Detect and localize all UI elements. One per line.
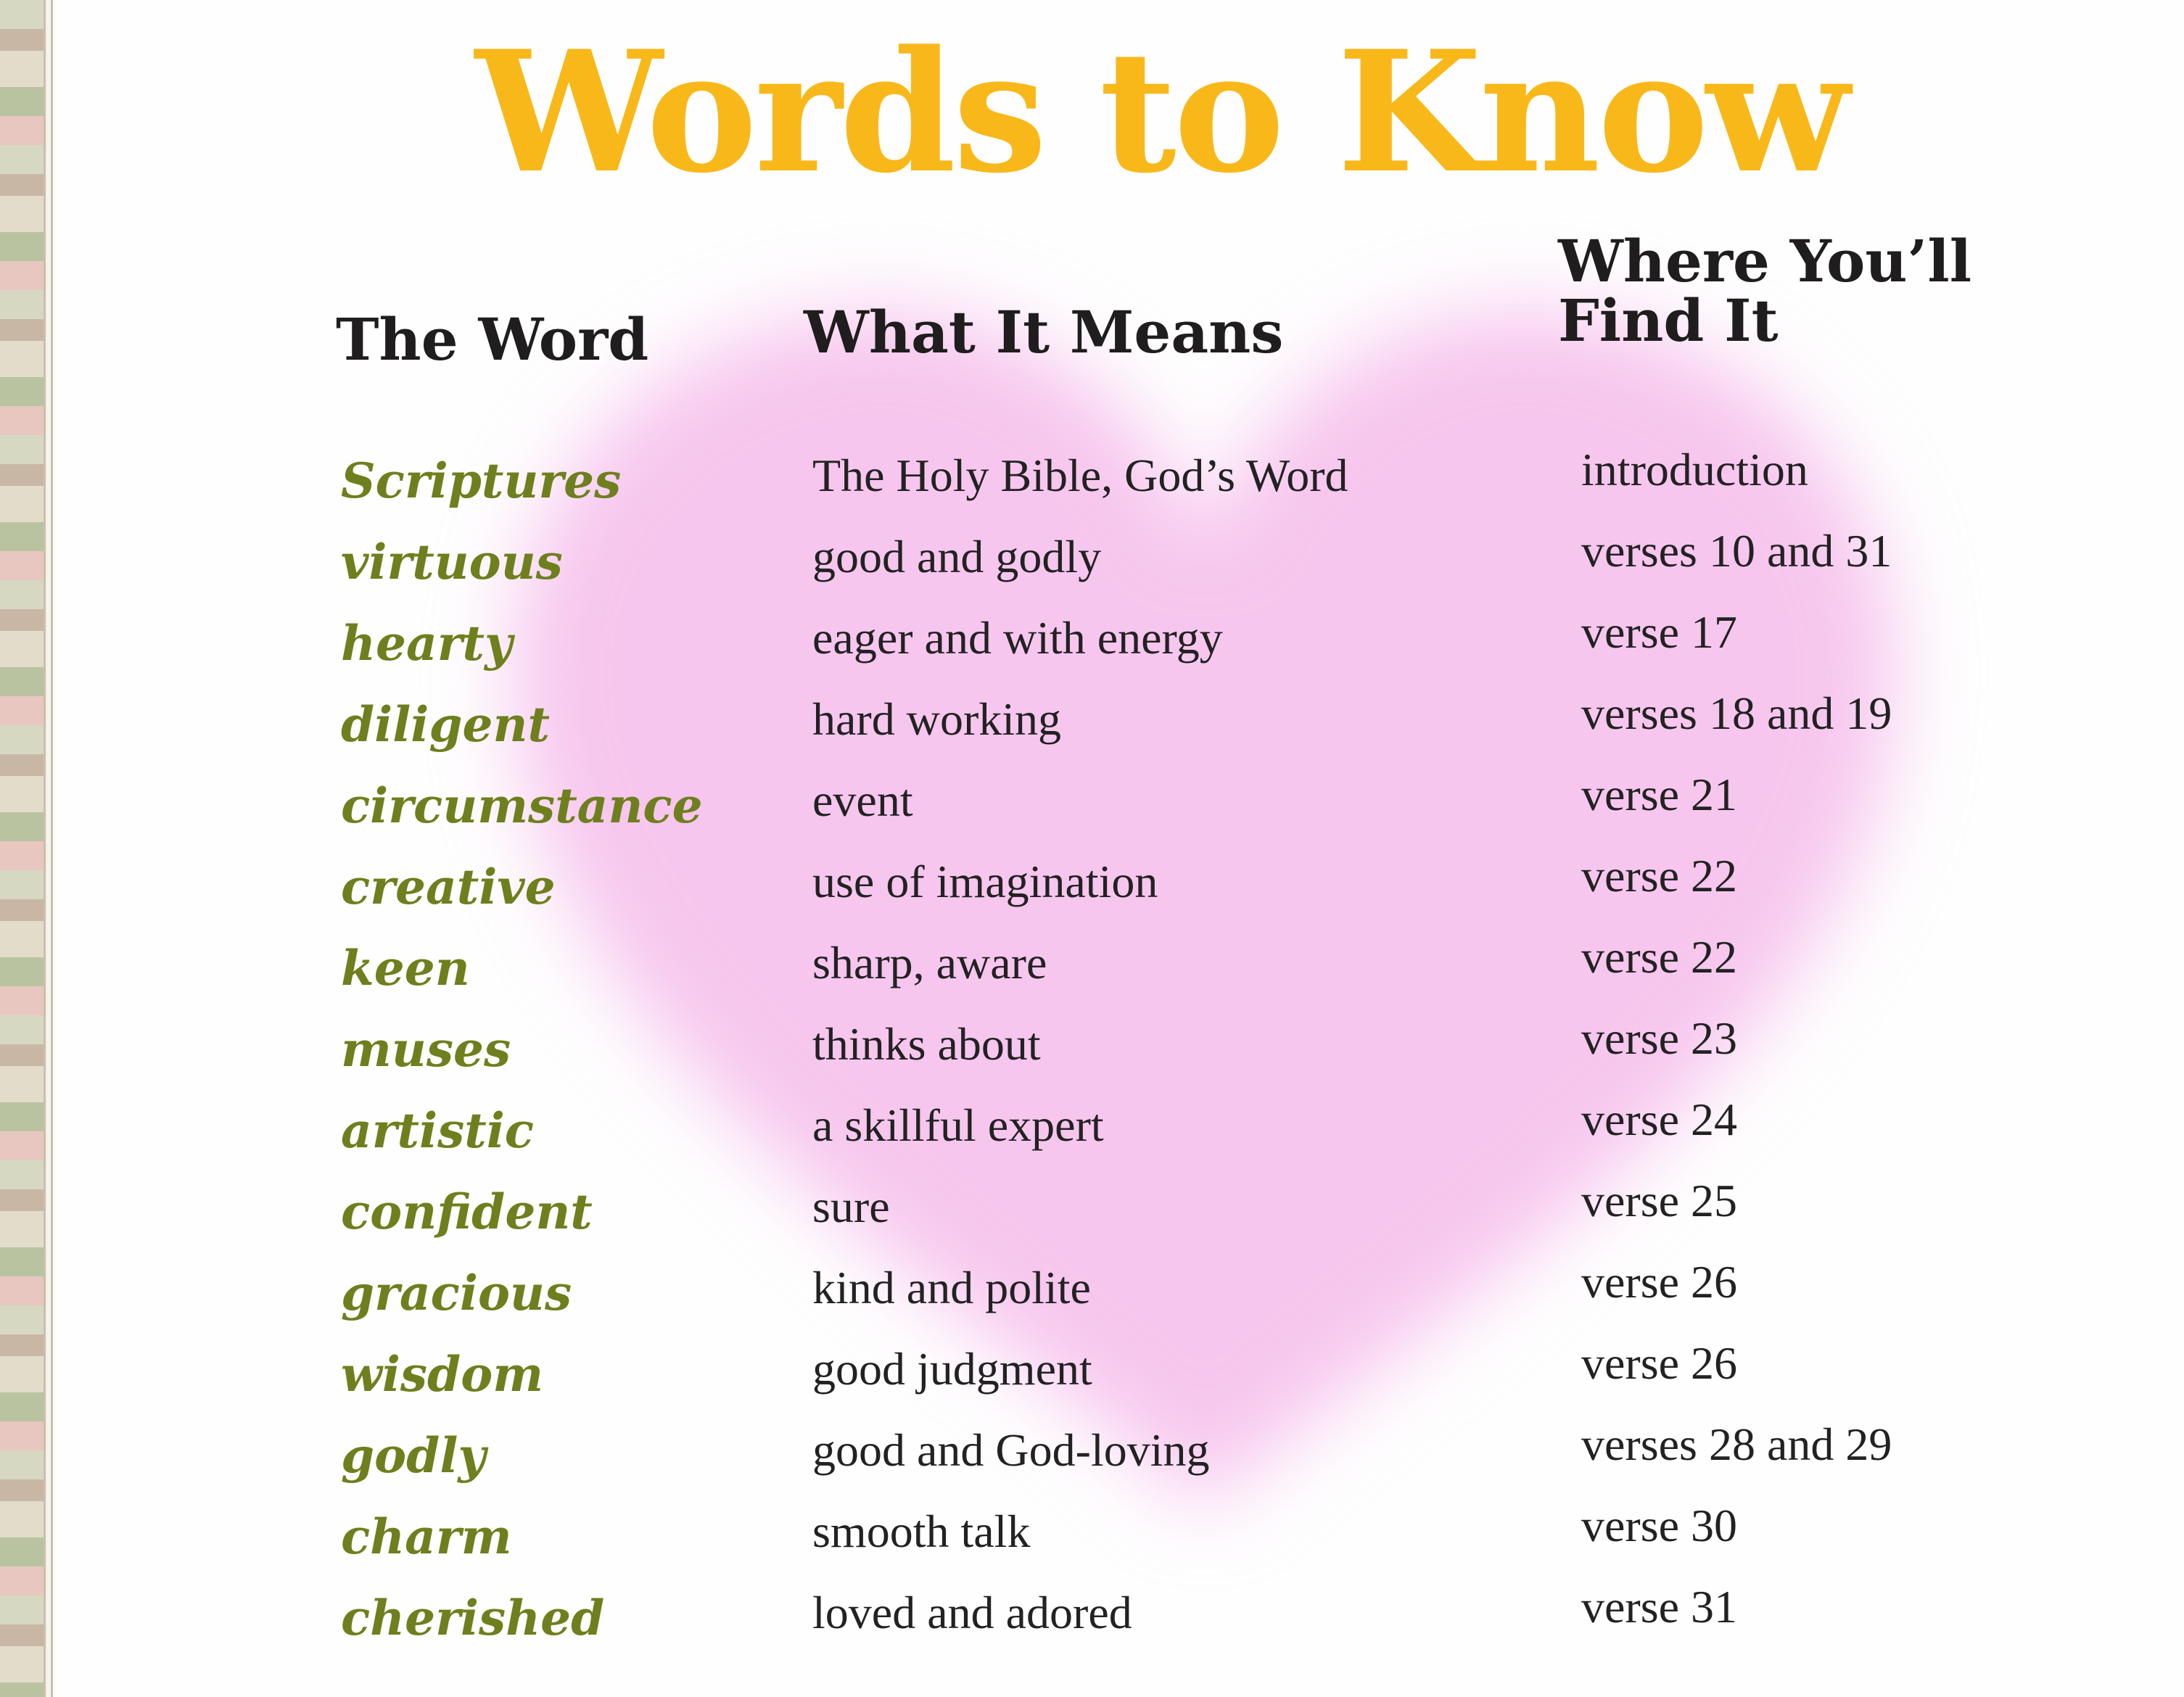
vocab-word: diligent [341,696,550,753]
vocab-location: verse 22 [1581,850,1738,901]
table-row [0,688,2184,782]
vocab-location: introduction [1581,444,1808,495]
table-row [0,1419,2184,1513]
vocab-word: virtuous [341,534,563,590]
vocab-location: verse 25 [1581,1175,1738,1226]
table-row [0,931,2184,1025]
vocab-location: verses 28 and 29 [1581,1419,1892,1470]
vocab-word: confident [341,1184,593,1240]
vocab-meaning: good and God-loving [812,1424,1210,1476]
vocab-location: verse 30 [1581,1500,1738,1551]
vocab-location: verse 26 [1581,1337,1738,1389]
table-row [0,1500,2184,1594]
column-header-word: The Word [336,305,649,373]
vocab-location: verse 17 [1581,606,1738,658]
vocab-word: creative [341,859,556,915]
vocab-meaning: use of imagination [812,856,1158,907]
vocab-meaning: good judgment [812,1343,1092,1395]
table-row [0,1581,2184,1675]
vocab-meaning: event [812,775,913,826]
vocab-word: keen [341,940,470,996]
table-row [0,1175,2184,1269]
column-header-meaning: What It Means [804,298,1284,366]
table-row [0,1094,2184,1188]
table-row [0,525,2184,619]
vocab-location: verses 10 and 31 [1581,525,1892,577]
table-row [0,1012,2184,1107]
vocab-location: verse 23 [1581,1012,1738,1064]
vocab-meaning: sure [812,1181,890,1232]
vocab-word: gracious [341,1265,572,1321]
vocab-meaning: hard working [812,693,1062,745]
vocab-location: verses 18 and 19 [1581,688,1892,739]
table-row [0,850,2184,944]
vocab-meaning: thinks about [812,1018,1041,1070]
vocab-meaning: kind and polite [812,1262,1091,1313]
table-row [0,1256,2184,1350]
page-title: Words to Know [475,15,1847,210]
vocab-word: godly [341,1427,486,1484]
vocab-word: muses [341,1021,511,1078]
vocab-word: Scriptures [341,453,622,509]
vocab-word: charm [341,1508,512,1565]
vocab-word: hearty [341,615,513,672]
vocab-location: verse 26 [1581,1256,1738,1308]
column-header-where [1558,227,1972,355]
table-row [0,769,2184,863]
vocab-meaning: The Holy Bible, God’s Word [812,450,1348,501]
vocab-word: wisdom [341,1346,544,1403]
column-header-where-line1: Where You’ll [1558,227,1972,295]
vocab-meaning: sharp, aware [812,937,1047,988]
vocab-meaning: good and godly [812,531,1102,582]
vocab-meaning: loved and adored [812,1587,1132,1638]
vocab-word: artistic [341,1102,534,1159]
vocab-word: cherished [341,1590,605,1646]
column-header-where-line2: Find It [1558,286,1779,355]
vocab-meaning: eager and with energy [812,612,1223,664]
vocab-location: verse 31 [1581,1581,1738,1632]
vocab-location: verse 24 [1581,1094,1738,1145]
vocab-word: circumstance [341,777,703,834]
vocab-location: verse 22 [1581,931,1738,983]
vocab-meaning: a skillful expert [812,1099,1104,1151]
vocab-meaning: smooth talk [812,1506,1031,1557]
vocab-location: verse 21 [1581,769,1738,820]
